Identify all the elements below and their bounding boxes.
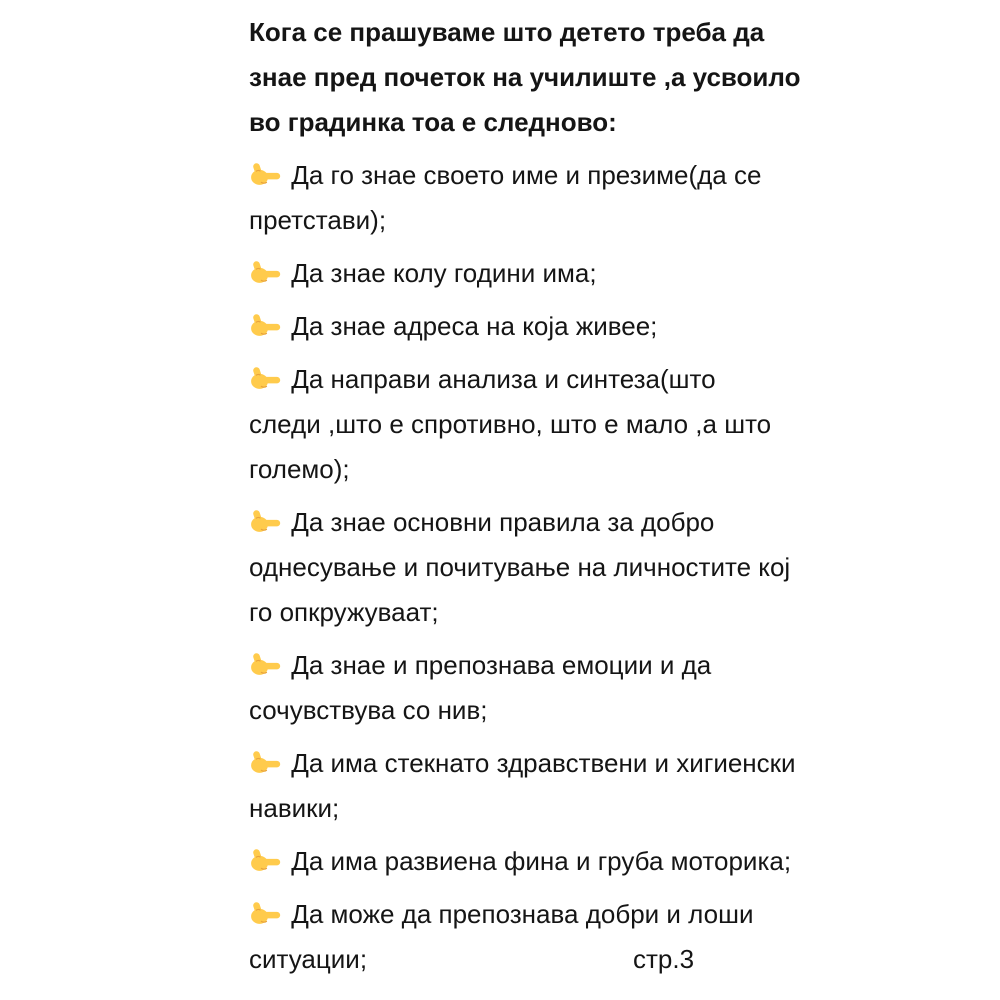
list-item-line bbox=[249, 304, 759, 349]
list-item-text: Да може да препознава добри и лоши bbox=[291, 899, 754, 929]
list-item-text: однесување и почитување на личностите кој bbox=[249, 552, 791, 582]
list-item-line bbox=[249, 688, 759, 733]
list-item-text: Да има развиена фина и груба моторика; bbox=[291, 846, 792, 876]
list-item-text: следи ,што е спротивно, што е мало ,а што bbox=[249, 409, 772, 439]
pointing-finger-icon bbox=[249, 257, 282, 290]
pointing-finger-icon bbox=[249, 747, 282, 780]
checklist bbox=[249, 153, 796, 982]
heading-line: Кога се прашуваме што детето треба да bbox=[249, 17, 765, 47]
list-item bbox=[249, 153, 762, 243]
list-item bbox=[249, 251, 759, 296]
list-item-text: Да знае адреса на која живее; bbox=[291, 311, 658, 341]
list-item-line bbox=[249, 741, 796, 786]
list-item bbox=[249, 357, 772, 492]
list-item-line bbox=[249, 590, 759, 635]
pointing-finger-icon bbox=[249, 845, 282, 878]
list-item-line bbox=[249, 892, 759, 937]
page-number-label: стр.3 bbox=[633, 944, 695, 974]
document-heading bbox=[249, 10, 801, 145]
heading-line: знае пред почеток на училиште ,а усвоило bbox=[249, 62, 801, 92]
list-item-line bbox=[249, 643, 759, 688]
list-item-line bbox=[249, 251, 759, 296]
pointing-finger-icon bbox=[249, 649, 282, 682]
list-item-text: големо); bbox=[249, 454, 350, 484]
list-item-text: навики; bbox=[249, 793, 340, 823]
pointing-finger-icon bbox=[249, 363, 282, 396]
list-item-text: Да знае колу години има; bbox=[291, 258, 597, 288]
content-column bbox=[249, 10, 801, 990]
list-item-line bbox=[249, 153, 762, 198]
list-item-line bbox=[249, 357, 759, 402]
pointing-finger-icon bbox=[249, 159, 282, 192]
heading-line: во градинка тоа е следново: bbox=[249, 107, 617, 137]
list-item-line bbox=[249, 198, 759, 243]
list-item bbox=[249, 741, 796, 831]
pointing-finger-icon bbox=[249, 898, 282, 931]
list-item-text: Да има стекнато здравствени и хигиенски bbox=[291, 748, 796, 778]
list-item-line bbox=[249, 447, 759, 492]
list-item bbox=[249, 500, 791, 635]
list-item-text: сочувствува со нив; bbox=[249, 695, 488, 725]
list-item-text: претстави); bbox=[249, 205, 387, 235]
list-item-line bbox=[249, 500, 759, 545]
list-item bbox=[249, 643, 759, 733]
list-item bbox=[249, 839, 792, 884]
pointing-finger-icon bbox=[249, 506, 282, 539]
list-item-text: Да направи анализа и синтеза(што bbox=[291, 364, 716, 394]
list-item-line bbox=[249, 786, 759, 831]
list-item-text: ситуации; bbox=[249, 944, 368, 974]
list-item-text: Да знае основни правила за добро bbox=[291, 507, 715, 537]
list-item bbox=[249, 304, 759, 349]
list-item-text: Да знае и препознава емоции и да bbox=[291, 650, 712, 680]
list-item-text: го опкружуваат; bbox=[249, 597, 439, 627]
pointing-finger-icon bbox=[249, 310, 282, 343]
list-item-line bbox=[249, 839, 792, 884]
list-item-line bbox=[249, 402, 772, 447]
list-item-line bbox=[249, 545, 791, 590]
list-item-text: Да го знае своето име и презиме(да се bbox=[291, 160, 762, 190]
